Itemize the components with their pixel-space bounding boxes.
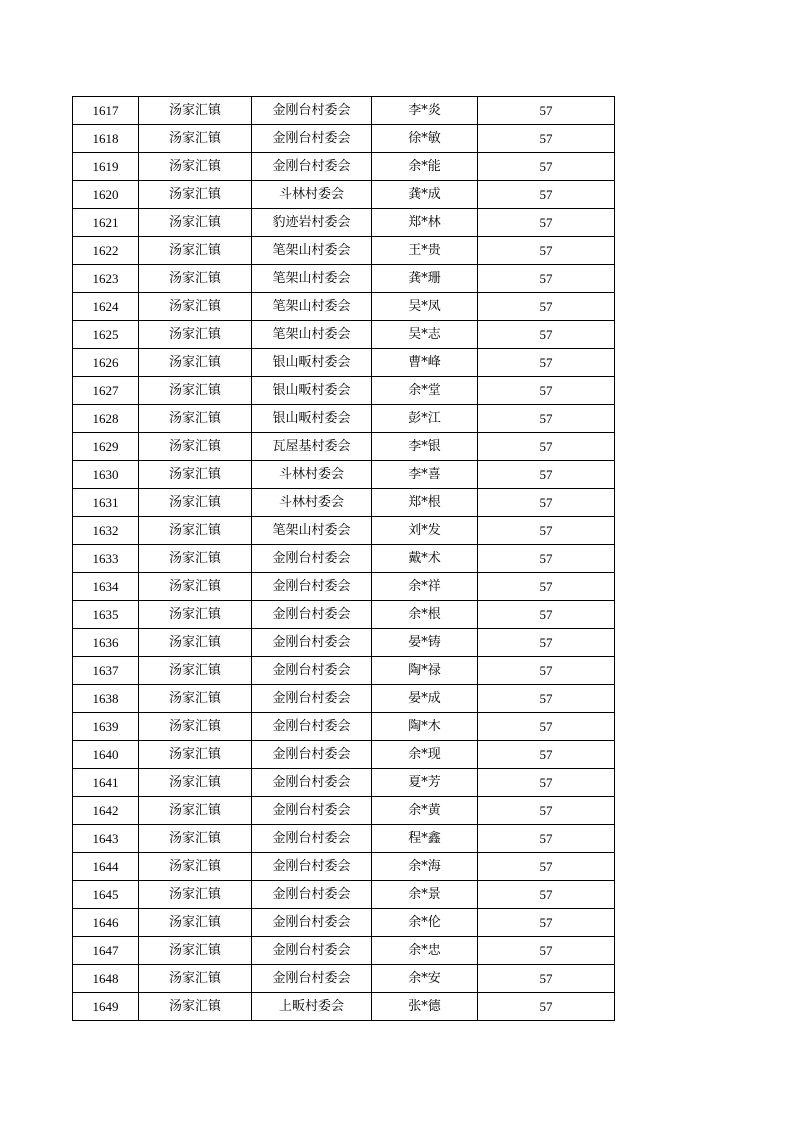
cell-id: 1629 bbox=[73, 433, 139, 461]
cell-id: 1649 bbox=[73, 993, 139, 1021]
cell-village: 金刚台村委会 bbox=[252, 125, 372, 153]
cell-amount: 57 bbox=[478, 237, 615, 265]
cell-amount: 57 bbox=[478, 881, 615, 909]
cell-amount: 57 bbox=[478, 601, 615, 629]
table-row bbox=[73, 797, 615, 825]
cell-amount: 57 bbox=[478, 741, 615, 769]
cell-name: 余*根 bbox=[372, 601, 478, 629]
cell-amount: 57 bbox=[478, 97, 615, 125]
cell-id: 1636 bbox=[73, 629, 139, 657]
cell-name: 郑*根 bbox=[372, 489, 478, 517]
cell-id: 1630 bbox=[73, 461, 139, 489]
cell-name: 陶*禄 bbox=[372, 657, 478, 685]
cell-amount: 57 bbox=[478, 461, 615, 489]
cell-name: 余*忠 bbox=[372, 937, 478, 965]
cell-village: 笔架山村委会 bbox=[252, 237, 372, 265]
cell-village: 上畈村委会 bbox=[252, 993, 372, 1021]
cell-town: 汤家汇镇 bbox=[139, 349, 252, 377]
cell-amount: 57 bbox=[478, 713, 615, 741]
cell-town: 汤家汇镇 bbox=[139, 881, 252, 909]
table-row bbox=[73, 657, 615, 685]
table-row bbox=[73, 545, 615, 573]
cell-amount: 57 bbox=[478, 293, 615, 321]
cell-amount: 57 bbox=[478, 853, 615, 881]
cell-village: 笔架山村委会 bbox=[252, 517, 372, 545]
cell-town: 汤家汇镇 bbox=[139, 489, 252, 517]
cell-town: 汤家汇镇 bbox=[139, 629, 252, 657]
cell-name: 程*鑫 bbox=[372, 825, 478, 853]
cell-name: 徐*敏 bbox=[372, 125, 478, 153]
cell-id: 1642 bbox=[73, 797, 139, 825]
table-row bbox=[73, 489, 615, 517]
cell-id: 1644 bbox=[73, 853, 139, 881]
cell-amount: 57 bbox=[478, 349, 615, 377]
table-row bbox=[73, 125, 615, 153]
table-row bbox=[73, 741, 615, 769]
cell-village: 金刚台村委会 bbox=[252, 741, 372, 769]
table-row bbox=[73, 405, 615, 433]
table-row bbox=[73, 881, 615, 909]
cell-id: 1637 bbox=[73, 657, 139, 685]
cell-id: 1641 bbox=[73, 769, 139, 797]
cell-id: 1628 bbox=[73, 405, 139, 433]
cell-amount: 57 bbox=[478, 517, 615, 545]
cell-town: 汤家汇镇 bbox=[139, 125, 252, 153]
cell-village: 金刚台村委会 bbox=[252, 685, 372, 713]
cell-name: 龚*成 bbox=[372, 181, 478, 209]
cell-name: 李*银 bbox=[372, 433, 478, 461]
cell-id: 1618 bbox=[73, 125, 139, 153]
table-row bbox=[73, 629, 615, 657]
cell-town: 汤家汇镇 bbox=[139, 153, 252, 181]
table-row bbox=[73, 209, 615, 237]
cell-name: 吴*凤 bbox=[372, 293, 478, 321]
cell-id: 1619 bbox=[73, 153, 139, 181]
cell-name: 王*贵 bbox=[372, 237, 478, 265]
cell-town: 汤家汇镇 bbox=[139, 853, 252, 881]
table-row bbox=[73, 461, 615, 489]
cell-amount: 57 bbox=[478, 769, 615, 797]
table-row bbox=[73, 181, 615, 209]
table-row bbox=[73, 573, 615, 601]
cell-id: 1646 bbox=[73, 909, 139, 937]
table-row bbox=[73, 965, 615, 993]
cell-village: 金刚台村委会 bbox=[252, 573, 372, 601]
cell-amount: 57 bbox=[478, 657, 615, 685]
cell-id: 1634 bbox=[73, 573, 139, 601]
cell-amount: 57 bbox=[478, 965, 615, 993]
cell-town: 汤家汇镇 bbox=[139, 769, 252, 797]
cell-village: 金刚台村委会 bbox=[252, 153, 372, 181]
table-row bbox=[73, 909, 615, 937]
cell-amount: 57 bbox=[478, 573, 615, 601]
table-row bbox=[73, 433, 615, 461]
cell-village: 笔架山村委会 bbox=[252, 293, 372, 321]
cell-town: 汤家汇镇 bbox=[139, 713, 252, 741]
table-row bbox=[73, 321, 615, 349]
cell-name: 郑*林 bbox=[372, 209, 478, 237]
cell-name: 晏*铸 bbox=[372, 629, 478, 657]
cell-name: 刘*发 bbox=[372, 517, 478, 545]
cell-village: 金刚台村委会 bbox=[252, 97, 372, 125]
table-row bbox=[73, 349, 615, 377]
cell-name: 龚*珊 bbox=[372, 265, 478, 293]
cell-amount: 57 bbox=[478, 545, 615, 573]
cell-amount: 57 bbox=[478, 797, 615, 825]
cell-name: 彭*江 bbox=[372, 405, 478, 433]
cell-town: 汤家汇镇 bbox=[139, 265, 252, 293]
cell-town: 汤家汇镇 bbox=[139, 209, 252, 237]
cell-id: 1631 bbox=[73, 489, 139, 517]
cell-village: 瓦屋基村委会 bbox=[252, 433, 372, 461]
cell-amount: 57 bbox=[478, 685, 615, 713]
cell-id: 1620 bbox=[73, 181, 139, 209]
cell-amount: 57 bbox=[478, 433, 615, 461]
cell-name: 吴*志 bbox=[372, 321, 478, 349]
table-row bbox=[73, 685, 615, 713]
cell-amount: 57 bbox=[478, 993, 615, 1021]
cell-town: 汤家汇镇 bbox=[139, 237, 252, 265]
cell-id: 1633 bbox=[73, 545, 139, 573]
cell-id: 1624 bbox=[73, 293, 139, 321]
cell-name: 曹*峰 bbox=[372, 349, 478, 377]
cell-town: 汤家汇镇 bbox=[139, 825, 252, 853]
cell-town: 汤家汇镇 bbox=[139, 97, 252, 125]
table-row bbox=[73, 377, 615, 405]
cell-id: 1639 bbox=[73, 713, 139, 741]
cell-amount: 57 bbox=[478, 265, 615, 293]
cell-village: 金刚台村委会 bbox=[252, 881, 372, 909]
cell-town: 汤家汇镇 bbox=[139, 433, 252, 461]
cell-id: 1623 bbox=[73, 265, 139, 293]
cell-amount: 57 bbox=[478, 937, 615, 965]
cell-town: 汤家汇镇 bbox=[139, 685, 252, 713]
cell-id: 1626 bbox=[73, 349, 139, 377]
cell-village: 金刚台村委会 bbox=[252, 937, 372, 965]
cell-village: 斗林村委会 bbox=[252, 461, 372, 489]
cell-id: 1621 bbox=[73, 209, 139, 237]
cell-village: 笔架山村委会 bbox=[252, 321, 372, 349]
cell-town: 汤家汇镇 bbox=[139, 601, 252, 629]
cell-id: 1622 bbox=[73, 237, 139, 265]
cell-id: 1645 bbox=[73, 881, 139, 909]
table-row bbox=[73, 153, 615, 181]
cell-village: 金刚台村委会 bbox=[252, 825, 372, 853]
cell-village: 金刚台村委会 bbox=[252, 545, 372, 573]
cell-amount: 57 bbox=[478, 153, 615, 181]
table-row bbox=[73, 265, 615, 293]
cell-amount: 57 bbox=[478, 209, 615, 237]
cell-name: 余*黄 bbox=[372, 797, 478, 825]
cell-name: 余*堂 bbox=[372, 377, 478, 405]
cell-amount: 57 bbox=[478, 321, 615, 349]
cell-village: 金刚台村委会 bbox=[252, 909, 372, 937]
cell-amount: 57 bbox=[478, 181, 615, 209]
cell-village: 金刚台村委会 bbox=[252, 769, 372, 797]
cell-town: 汤家汇镇 bbox=[139, 293, 252, 321]
cell-village: 银山畈村委会 bbox=[252, 405, 372, 433]
cell-village: 金刚台村委会 bbox=[252, 657, 372, 685]
cell-village: 金刚台村委会 bbox=[252, 601, 372, 629]
cell-town: 汤家汇镇 bbox=[139, 405, 252, 433]
cell-amount: 57 bbox=[478, 825, 615, 853]
cell-town: 汤家汇镇 bbox=[139, 461, 252, 489]
table-row bbox=[73, 825, 615, 853]
records-table-body bbox=[73, 97, 615, 1021]
cell-village: 金刚台村委会 bbox=[252, 853, 372, 881]
cell-id: 1643 bbox=[73, 825, 139, 853]
cell-village: 银山畈村委会 bbox=[252, 377, 372, 405]
table-row bbox=[73, 769, 615, 797]
cell-town: 汤家汇镇 bbox=[139, 545, 252, 573]
cell-id: 1640 bbox=[73, 741, 139, 769]
cell-village: 金刚台村委会 bbox=[252, 797, 372, 825]
cell-name: 余*现 bbox=[372, 741, 478, 769]
cell-amount: 57 bbox=[478, 405, 615, 433]
cell-amount: 57 bbox=[478, 629, 615, 657]
table-row bbox=[73, 97, 615, 125]
cell-town: 汤家汇镇 bbox=[139, 937, 252, 965]
cell-id: 1627 bbox=[73, 377, 139, 405]
cell-name: 张*德 bbox=[372, 993, 478, 1021]
cell-town: 汤家汇镇 bbox=[139, 797, 252, 825]
table-row bbox=[73, 713, 615, 741]
cell-village: 金刚台村委会 bbox=[252, 965, 372, 993]
cell-name: 晏*成 bbox=[372, 685, 478, 713]
cell-amount: 57 bbox=[478, 125, 615, 153]
cell-village: 斗林村委会 bbox=[252, 181, 372, 209]
cell-village: 斗林村委会 bbox=[252, 489, 372, 517]
cell-amount: 57 bbox=[478, 909, 615, 937]
cell-village: 银山畈村委会 bbox=[252, 349, 372, 377]
cell-id: 1632 bbox=[73, 517, 139, 545]
table-row bbox=[73, 293, 615, 321]
cell-name: 陶*木 bbox=[372, 713, 478, 741]
cell-town: 汤家汇镇 bbox=[139, 993, 252, 1021]
cell-name: 夏*芳 bbox=[372, 769, 478, 797]
table-row bbox=[73, 237, 615, 265]
cell-town: 汤家汇镇 bbox=[139, 321, 252, 349]
cell-id: 1648 bbox=[73, 965, 139, 993]
cell-town: 汤家汇镇 bbox=[139, 377, 252, 405]
cell-amount: 57 bbox=[478, 489, 615, 517]
cell-name: 余*能 bbox=[372, 153, 478, 181]
table-row bbox=[73, 517, 615, 545]
table-row bbox=[73, 853, 615, 881]
table-row bbox=[73, 993, 615, 1021]
table-row bbox=[73, 601, 615, 629]
cell-name: 余*海 bbox=[372, 853, 478, 881]
cell-name: 余*景 bbox=[372, 881, 478, 909]
cell-name: 余*伦 bbox=[372, 909, 478, 937]
cell-name: 戴*术 bbox=[372, 545, 478, 573]
cell-village: 金刚台村委会 bbox=[252, 713, 372, 741]
cell-name: 余*祥 bbox=[372, 573, 478, 601]
cell-town: 汤家汇镇 bbox=[139, 657, 252, 685]
cell-id: 1617 bbox=[73, 97, 139, 125]
cell-town: 汤家汇镇 bbox=[139, 517, 252, 545]
table-row bbox=[73, 937, 615, 965]
cell-town: 汤家汇镇 bbox=[139, 181, 252, 209]
cell-village: 豹迹岩村委会 bbox=[252, 209, 372, 237]
cell-town: 汤家汇镇 bbox=[139, 573, 252, 601]
cell-name: 余*安 bbox=[372, 965, 478, 993]
cell-town: 汤家汇镇 bbox=[139, 741, 252, 769]
cell-id: 1635 bbox=[73, 601, 139, 629]
cell-amount: 57 bbox=[478, 377, 615, 405]
cell-id: 1625 bbox=[73, 321, 139, 349]
cell-id: 1647 bbox=[73, 937, 139, 965]
cell-village: 笔架山村委会 bbox=[252, 265, 372, 293]
cell-name: 李*炎 bbox=[372, 97, 478, 125]
cell-town: 汤家汇镇 bbox=[139, 909, 252, 937]
cell-name: 李*喜 bbox=[372, 461, 478, 489]
cell-town: 汤家汇镇 bbox=[139, 965, 252, 993]
cell-village: 金刚台村委会 bbox=[252, 629, 372, 657]
records-table bbox=[72, 96, 615, 1021]
cell-id: 1638 bbox=[73, 685, 139, 713]
